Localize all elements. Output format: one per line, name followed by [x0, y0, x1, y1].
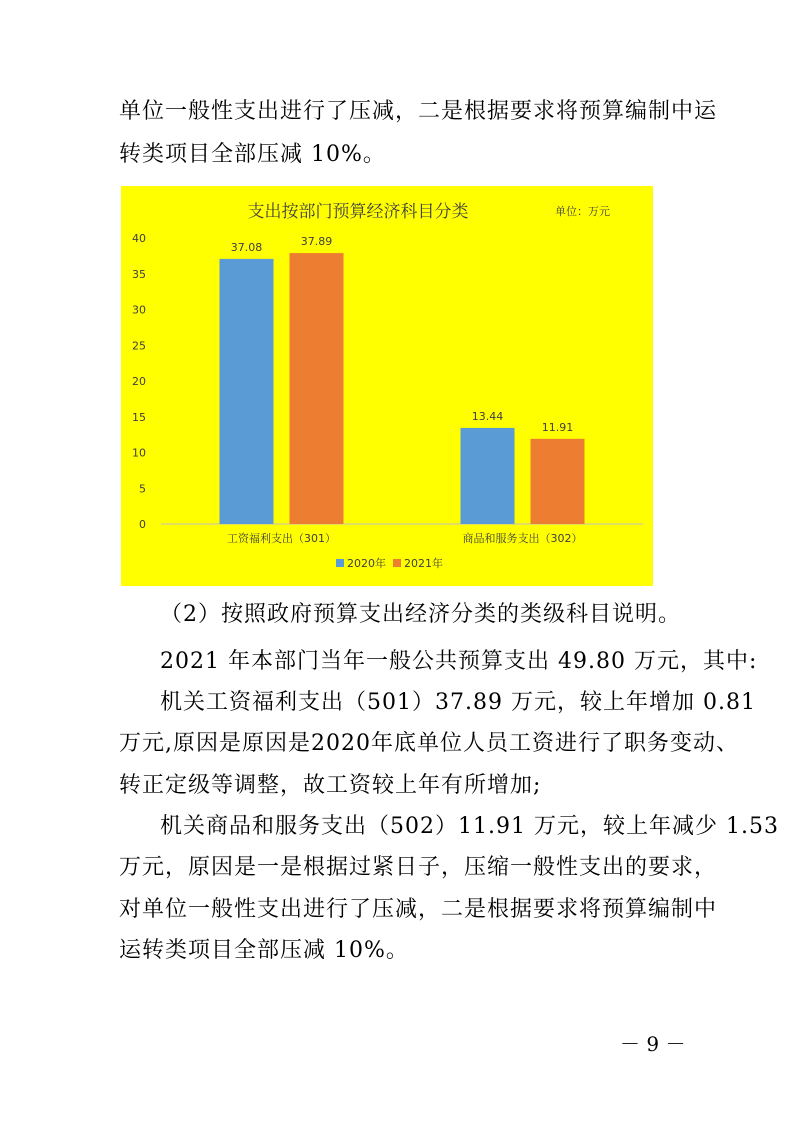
bar-chart	[121, 186, 653, 586]
y-tick-label: 30	[132, 303, 146, 317]
legend-swatch	[336, 559, 344, 567]
bar	[290, 253, 344, 524]
paragraph-line: 运转类项目全部压减 10%。	[119, 938, 409, 963]
paragraph-line: 转类项目全部压减 10%。	[119, 142, 386, 167]
paragraph-line: 转正定级等调整，故工资较上年有所增加;	[119, 773, 542, 798]
chart-title: 支出按部门预算经济科目分类	[247, 202, 469, 222]
y-tick-label: 20	[132, 375, 146, 388]
chart-plot-area	[132, 232, 643, 570]
legend-swatch	[393, 559, 401, 567]
bar	[220, 259, 274, 524]
y-tick-label: 0	[139, 518, 146, 531]
paragraph-line: 万元,原因是原因是2020年底单位人员工资进行了职务变动、	[119, 731, 739, 756]
y-tick-label: 25	[132, 339, 146, 353]
data-label: 11.91	[541, 420, 574, 434]
y-tick-label: 15	[132, 410, 146, 424]
x-tick-label: 工资福利支出（301）	[227, 532, 336, 545]
y-tick-label: 10	[132, 446, 146, 460]
paragraph-line: 单位一般性支出进行了压减，二是根据要求将预算编制中运	[119, 99, 718, 124]
chart-unit-note: 单位：万元	[555, 205, 610, 218]
legend-label: 2021年	[404, 557, 443, 570]
paragraph-line: 万元，原因是一是根据过紧日子，压缩一般性支出的要求，	[119, 855, 718, 880]
y-tick-label: 5	[139, 482, 146, 496]
y-tick-label: 40	[132, 232, 146, 245]
data-label: 13.44	[471, 409, 504, 423]
bar	[531, 439, 585, 524]
bar	[461, 428, 515, 524]
y-tick-label: 35	[132, 267, 146, 281]
x-tick-label: 商品和服务支出（302）	[462, 532, 583, 545]
data-label: 37.08	[230, 240, 263, 254]
paragraph-line: 2021 年本部门当年一般公共预算支出 49.80 万元，其中:	[160, 649, 758, 674]
paragraph-line: 机关工资福利支出（501）37.89 万元，较上年增加 0.81	[160, 690, 756, 715]
chart-svg	[121, 186, 653, 586]
paragraph-line: 对单位一般性支出进行了压减，二是根据要求将预算编制中	[119, 897, 718, 922]
paragraph-line: 机关商品和服务支出（502）11.91 万元，较上年减少 1.53	[160, 814, 779, 839]
section-heading: （2）按照政府预算支出经济分类的类级科目说明。	[160, 602, 681, 627]
legend-label: 2020年	[347, 557, 386, 570]
page-number: － 9 －	[620, 1032, 686, 1056]
data-label: 37.89	[300, 235, 333, 249]
